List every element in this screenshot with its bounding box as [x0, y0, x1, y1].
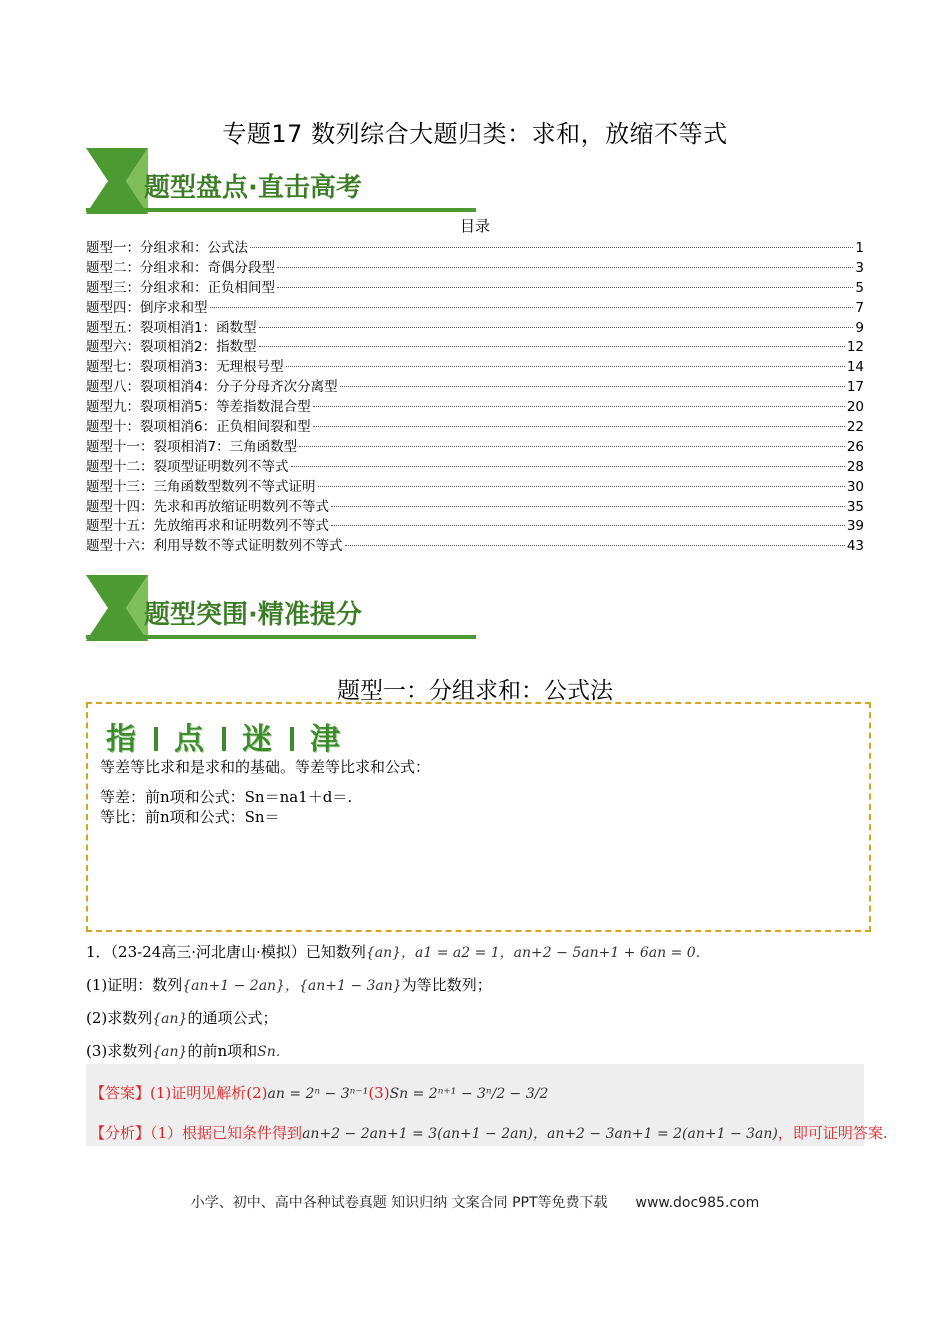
toc-item-label: 题型一：分组求和：公式法: [86, 240, 248, 256]
toc-dot-leader: [277, 267, 853, 268]
toc-item[interactable]: [86, 395, 864, 415]
analysis-label: 【分析】: [90, 1124, 151, 1142]
page-title: 专题17 数列综合大题归类：求和，放缩不等式: [222, 120, 728, 148]
toc-item-page: 1: [855, 240, 864, 256]
toc-item-label: 题型九：裂项相消5：等差指数混合型: [86, 399, 311, 416]
toc-item-page: 22: [846, 419, 864, 436]
part3-formula-2: Sn．: [257, 1044, 290, 1060]
part2-suffix: 的通项公式；: [187, 1009, 278, 1027]
toc-item-page: 28: [846, 458, 864, 475]
toc-dot-leader: [259, 346, 845, 347]
problem-part-1: [86, 974, 492, 995]
toc-item-page: 35: [846, 498, 864, 515]
answer-line: [90, 1082, 548, 1103]
toc-item-label: 题型二：分组求和：奇偶分段型: [86, 259, 275, 276]
problem-stem-text: 1．（23-24高三·河北唐山·模拟）已知数列: [86, 943, 366, 961]
tip-header: [106, 714, 342, 758]
toc-dot-leader: [313, 426, 845, 427]
answer-formula-2: an = 2ⁿ − 3ⁿ⁻¹: [267, 1086, 369, 1102]
tip-line-2: 等差：前n项和公式：Sn＝na1＋d＝.: [100, 788, 353, 806]
page-footer: 小学、初中、高中各种试卷真题 知识归纳 文案合同 PPT等免费下载 www.doc985.com: [190, 1195, 760, 1211]
toc-item-label: 题型十三：三角函数型数列不等式证明: [86, 478, 316, 495]
toc-item[interactable]: [86, 256, 864, 276]
tip-box: [86, 702, 871, 932]
toc-item[interactable]: [86, 455, 864, 475]
toc-item-label: 题型七：裂项相消3：无理根号型: [86, 359, 284, 376]
toc-item-page: 17: [846, 379, 864, 396]
tip-char-4: 津: [310, 722, 342, 757]
toc-dot-leader: [331, 506, 845, 507]
toc-item-label: 题型五：裂项相消1：函数型: [86, 319, 257, 336]
toc-item[interactable]: [86, 514, 864, 534]
analysis-text: （1）根据已知条件得到: [150, 1124, 303, 1142]
toc-item-label: 题型六：裂项相消2：指数型: [86, 339, 257, 356]
toc-dot-leader: [313, 406, 845, 407]
tip-char-2: 点: [174, 722, 206, 757]
toc-item-label: 题型十六：利用导数不等式证明数列不等式: [86, 538, 343, 555]
toc-item-page: 20: [846, 399, 864, 416]
toc-item-label: 题型三：分组求和：正负相间型: [86, 279, 275, 296]
toc-item[interactable]: [86, 495, 864, 515]
toc-item-page: 12: [846, 339, 864, 356]
toc-item[interactable]: [86, 276, 864, 296]
part1-text: (1)证明：数列: [86, 976, 183, 994]
analysis-formula: an+2 − 2an+1 = 3(an+1 − 2an)，an+2 − 3an+1 = 2(an+1 − 3an): [302, 1126, 778, 1142]
answer-box: [86, 1064, 888, 1146]
toc-item-page: 26: [846, 438, 864, 455]
problem-stem: [86, 941, 710, 962]
part2-text: (2)求数列: [86, 1009, 153, 1027]
problem-part-2: [86, 1007, 277, 1028]
answer-formula-3: Sn = 2ⁿ⁺¹ − 3ⁿ/2 − 3/2: [389, 1086, 549, 1102]
part3-suffix: 的前n项和: [187, 1042, 258, 1060]
part3-formula: {an}: [152, 1044, 188, 1060]
toc-item[interactable]: [86, 355, 864, 375]
toc-item-page: 5: [855, 279, 864, 296]
banner-top-text: 题型盘点·直击高考: [144, 173, 362, 203]
analysis-suffix: ，即可证明答案.: [777, 1124, 888, 1142]
answer-text: (1)证明见解析(2): [150, 1084, 268, 1102]
toc-item-label: 题型八：裂项相消4：分子分母齐次分离型: [86, 379, 338, 396]
toc-item[interactable]: [86, 415, 864, 435]
part3-text: (3)求数列: [86, 1042, 153, 1060]
toc-item[interactable]: [86, 335, 864, 355]
table-of-contents: [86, 236, 864, 554]
toc-item[interactable]: [86, 296, 864, 316]
answer-part-3: (3): [368, 1084, 390, 1102]
toc-dot-leader: [277, 287, 853, 288]
toc-dot-leader: [210, 307, 854, 308]
toc-item[interactable]: [86, 435, 864, 455]
tip-char-3: 迷: [242, 722, 274, 757]
toc-item-page: 7: [855, 299, 864, 316]
toc-item-label: 题型十：裂项相消6：正负相间裂和型: [86, 419, 311, 436]
toc-item-page: 3: [855, 259, 864, 276]
part2-formula: {an}: [152, 1011, 188, 1027]
tip-line-1: 等差等比求和是求和的基础。等差等比求和公式：: [100, 758, 431, 776]
toc-dot-leader: [299, 446, 845, 447]
toc-dot-leader: [286, 366, 845, 367]
toc-item-label: 题型四：倒序求和型: [86, 299, 208, 316]
part1-suffix: 为等比数列；: [401, 976, 492, 994]
toc-item[interactable]: [86, 316, 864, 336]
banner-middle-text: 题型突围·精准提分: [144, 600, 362, 630]
problem-stem-formula: {an}，a1 = a2 = 1，an+2 − 5an+1 + 6an = 0．: [365, 945, 710, 961]
toc-heading: 目录: [459, 217, 490, 235]
section-title: 题型一：分组求和：公式法: [337, 678, 613, 704]
toc-item-page: 30: [846, 478, 864, 495]
toc-dot-leader: [340, 386, 845, 387]
toc-item-label: 题型十二：裂项型证明数列不等式: [86, 458, 289, 475]
answer-label: 【答案】: [90, 1084, 151, 1102]
toc-dot-leader: [318, 486, 845, 487]
analysis-line: [90, 1122, 888, 1143]
problem-part-3: [86, 1040, 290, 1061]
toc-item[interactable]: [86, 534, 864, 554]
toc-item-page: 9: [855, 319, 864, 336]
toc-item[interactable]: [86, 236, 864, 256]
part1-formula: {an+1 − 2an}，{an+1 − 3an}: [182, 978, 402, 994]
toc-item-page: 43: [846, 538, 864, 555]
toc-item-label: 题型十一：裂项相消7：三角函数型: [86, 438, 298, 455]
toc-item-label: 题型十四：先求和再放缩证明数列不等式: [86, 498, 329, 515]
banner-middle: [86, 575, 476, 641]
toc-item-page: 14: [846, 359, 864, 376]
toc-dot-leader: [259, 327, 854, 328]
banner-top: [86, 148, 476, 214]
toc-dot-leader: [291, 466, 845, 467]
toc-dot-leader: [345, 545, 845, 546]
tip-line-3: 等比：前n项和公式：Sn＝: [100, 808, 280, 826]
toc-item-label: 题型十五：先放缩再求和证明数列不等式: [86, 518, 329, 535]
toc-item[interactable]: [86, 475, 864, 495]
tip-char-1: 指: [106, 722, 138, 757]
toc-item-page: 39: [846, 518, 864, 535]
toc-dot-leader: [250, 247, 853, 248]
toc-item[interactable]: [86, 375, 864, 395]
toc-dot-leader: [331, 525, 845, 526]
